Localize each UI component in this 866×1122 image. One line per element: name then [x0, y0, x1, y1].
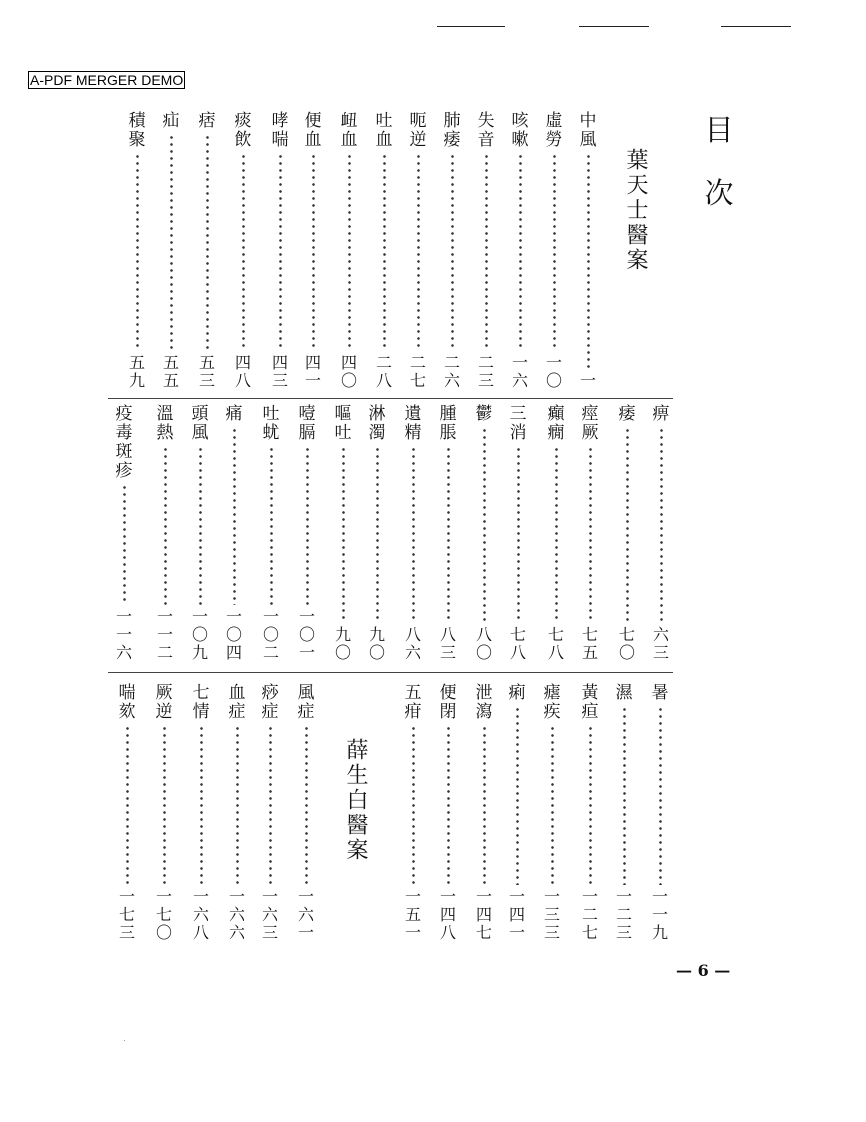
toc-entry	[402, 684, 424, 942]
toc-entry	[226, 684, 248, 942]
toc-entry	[296, 405, 318, 662]
toc-entry	[154, 405, 176, 662]
toc-entry	[437, 405, 459, 662]
toc-leader-dots	[589, 725, 592, 885]
toc-entry-page: 一 七 〇	[155, 887, 172, 942]
toc-leader-dots	[551, 725, 554, 885]
toc-entry-title: 中 風	[579, 111, 597, 150]
scan-speck	[124, 1040, 125, 1041]
toc-entry-page: 八 六	[404, 625, 421, 662]
toc-entry	[402, 405, 424, 662]
toc-entry-page: 一 四 一	[508, 887, 525, 942]
toc-entry-title: 嘔 吐	[334, 404, 352, 443]
toc-entry	[189, 405, 211, 662]
toc-leader-dots	[483, 427, 486, 623]
toc-leader-dots	[269, 725, 272, 885]
toc-entry-title: 七 情	[192, 683, 210, 722]
toc-entry-page: 一 一 六	[115, 607, 132, 662]
toc-entry-page: 一 七 三	[118, 887, 135, 942]
toc-entry-title: 瘧 疾	[543, 683, 561, 722]
toc-entry	[260, 405, 282, 662]
toc-entry-page: 一 〇 九	[191, 607, 208, 662]
toc-leader-dots	[555, 446, 558, 623]
toc-entry-page: 四 一	[304, 353, 321, 390]
toc-entry-page: 四 八	[234, 353, 251, 390]
toc-leader-dots	[170, 134, 173, 351]
band-divider-1	[108, 398, 673, 399]
toc-leader-dots	[199, 446, 202, 605]
toc-entry	[437, 684, 459, 942]
toc-entry-page: 一 〇 二	[262, 607, 279, 662]
toc-entry	[232, 112, 254, 390]
toc-leader-dots	[451, 153, 454, 351]
toc-leader-dots	[342, 446, 345, 623]
toc-leader-dots	[485, 153, 488, 351]
toc-entry-page: 一 二 三	[615, 887, 632, 942]
toc-entry	[543, 112, 565, 390]
toc-entry-title: 肺 痿	[443, 111, 461, 150]
toc-entry-title: 五 疳	[404, 683, 422, 722]
toc-entry-title: 癲 癇	[547, 404, 565, 443]
toc-leader-dots	[447, 446, 450, 623]
toc-entry-page: 六 三	[652, 625, 669, 662]
toc-entry-page: 一 六 三	[261, 887, 278, 942]
toc-entry-title: 喘 欬	[118, 683, 136, 722]
toc-leader-dots	[126, 725, 129, 885]
toc-leader-dots	[623, 706, 626, 885]
toc-leader-dots	[233, 427, 236, 605]
toc-leader-dots	[516, 706, 519, 885]
toc-entry-title: 痿	[618, 404, 636, 424]
toc-entry-page: 五 九	[128, 353, 145, 390]
toc-entry-page: 一 一 九	[651, 887, 668, 942]
toc-entry	[577, 112, 599, 390]
toc-entry	[613, 684, 635, 942]
toc-leader-dots	[306, 446, 309, 605]
section-title-ye: 葉天士醫案	[623, 148, 648, 273]
toc-entry	[475, 112, 497, 390]
toc-entry	[113, 405, 135, 662]
toc-entry-page: 一 一 二	[156, 607, 173, 662]
toc-entry	[126, 112, 148, 390]
toc-entry	[196, 112, 218, 390]
toc-entry-title: 鬱	[475, 404, 493, 424]
toc-entry-title: 頭 風	[191, 404, 209, 443]
toc-entry-title: 吐 蚘	[262, 404, 280, 443]
toc-leader-dots	[483, 725, 486, 885]
toc-entry	[506, 684, 528, 942]
toc-entry-page: 一 六 六	[228, 887, 245, 942]
toc-entry	[190, 684, 212, 942]
toc-entry	[545, 405, 567, 662]
toc-entry-title: 淋 濁	[368, 404, 386, 443]
toc-entry-title: 腫 脹	[439, 404, 457, 443]
toc-entry-page: 一 四 七	[475, 887, 492, 942]
toc-entry-title: 痰 飲	[234, 111, 252, 150]
toc-leader-dots	[123, 484, 126, 605]
toc-entry	[541, 684, 563, 942]
toc-leader-dots	[270, 446, 273, 605]
toc-entry-page: 二 八	[375, 353, 392, 390]
toc-entry-title: 泄 瀉	[475, 683, 493, 722]
toc-entry-title: 三 消	[509, 404, 527, 443]
toc-leader-dots	[589, 446, 592, 623]
toc-entry	[259, 684, 281, 942]
toc-entry-title: 衄 血	[340, 111, 358, 150]
toc-leader-dots	[587, 153, 590, 369]
toc-entry-page: 一 六 一	[297, 887, 314, 942]
toc-entry-title: 厥 逆	[155, 683, 173, 722]
watermark-banner: A-PDF MERGER DEMO	[30, 72, 184, 88]
toc-entry	[649, 684, 671, 942]
toc-entry	[295, 684, 317, 942]
toc-entry-title: 痧 症	[261, 683, 279, 722]
toc-entry-page: 一 六	[511, 353, 528, 390]
toc-leader-dots	[519, 153, 522, 351]
toc-leader-dots	[200, 725, 203, 885]
toc-leader-dots	[236, 725, 239, 885]
toc-entry	[473, 684, 495, 942]
toc-entry	[160, 112, 182, 390]
toc-leader-dots	[412, 446, 415, 623]
toc-entry	[616, 405, 638, 662]
toc-leader-dots	[348, 153, 351, 351]
toc-entry	[473, 405, 495, 662]
toc-entry	[509, 112, 531, 390]
toc-entry	[366, 405, 388, 662]
toc-leader-dots	[660, 427, 663, 623]
toc-entry-title: 呃 逆	[409, 111, 427, 150]
toc-entry-page: 二 七	[409, 353, 426, 390]
toc-entry-title: 風 症	[297, 683, 315, 722]
toc-leader-dots	[447, 725, 450, 885]
toc-entry	[373, 112, 395, 390]
toc-leader-dots	[305, 725, 308, 885]
toc-entry-page: 七 五	[581, 625, 598, 662]
toc-entry-page: 一 〇 一	[298, 607, 315, 662]
toc-entry-title: 咳 嗽	[511, 111, 529, 150]
toc-entry	[441, 112, 463, 390]
toc-entry-title: 濕	[615, 683, 633, 703]
toc-entry-page: 一 二 七	[581, 887, 598, 942]
toc-leader-dots	[312, 153, 315, 351]
toc-entry-title: 遺 精	[404, 404, 422, 443]
toc-entry	[650, 405, 672, 662]
band-divider-2	[108, 672, 673, 673]
toc-entry-page: 四 三	[271, 353, 288, 390]
toc-entry-page: 七 〇	[618, 625, 635, 662]
toc-entry-page: 五 五	[162, 353, 179, 390]
toc-entry-page: 一 三 三	[543, 887, 560, 942]
toc-entry-title: 痞	[198, 111, 216, 131]
toc-entry-page: 九 〇	[334, 625, 351, 662]
toc-entry-title: 痙 厥	[581, 404, 599, 443]
toc-entry-page: 四 〇	[340, 353, 357, 390]
toc-entry-title: 血 症	[228, 683, 246, 722]
toc-entry	[507, 405, 529, 662]
toc-entry-page: 一 〇	[545, 353, 562, 390]
top-line-3	[721, 26, 791, 27]
toc-heading-mu: 目	[704, 113, 734, 147]
toc-entry-page: 五 三	[198, 353, 215, 390]
toc-entry-title: 溫 熱	[156, 404, 174, 443]
toc-entry-page: 一	[579, 371, 596, 390]
toc-entry-title: 噎 膈	[298, 404, 316, 443]
toc-leader-dots	[242, 153, 245, 351]
toc-entry	[223, 405, 245, 662]
toc-entry	[338, 112, 360, 390]
toc-entry-title: 吐 血	[375, 111, 393, 150]
page-number: — 6 —	[676, 961, 731, 980]
toc-entry	[332, 405, 354, 662]
toc-entry-page: 九 〇	[368, 625, 385, 662]
toc-entry-page: 一 五 一	[404, 887, 421, 942]
toc-entry-title: 痛	[225, 404, 243, 424]
toc-entry-page: 一 〇 四	[225, 607, 242, 662]
toc-entry-title: 痹	[652, 404, 670, 424]
toc-entry-title: 便 閉	[439, 683, 457, 722]
toc-leader-dots	[659, 706, 662, 885]
toc-leader-dots	[412, 725, 415, 885]
toc-entry-title: 疝	[162, 111, 180, 131]
toc-entry-title: 暑	[651, 683, 669, 703]
toc-entry	[302, 112, 324, 390]
toc-entry-page: 一 六 八	[192, 887, 209, 942]
toc-entry	[116, 684, 138, 942]
toc-leader-dots	[206, 134, 209, 351]
toc-entry-page: 八 三	[439, 625, 456, 662]
toc-leader-dots	[417, 153, 420, 351]
toc-leader-dots	[383, 153, 386, 351]
toc-entry-title: 虛 勞	[545, 111, 563, 150]
toc-leader-dots	[164, 446, 167, 605]
toc-entry-page: 八 〇	[475, 625, 492, 662]
toc-entry-page: 七 八	[547, 625, 564, 662]
toc-entry	[153, 684, 175, 942]
toc-leader-dots	[376, 446, 379, 623]
toc-entry-title: 哮 喘	[271, 111, 289, 150]
toc-leader-dots	[517, 446, 520, 623]
section-title-xue: 薛生白醫案	[343, 738, 368, 863]
toc-entry-title: 積 聚	[128, 111, 146, 150]
toc-entry-title: 便 血	[304, 111, 322, 150]
toc-leader-dots	[626, 427, 629, 623]
toc-entry	[269, 112, 291, 390]
top-line-2	[579, 26, 649, 27]
toc-leader-dots	[279, 153, 282, 351]
toc-entry-page: 一 四 八	[439, 887, 456, 942]
toc-entry	[407, 112, 429, 390]
top-line-1	[437, 26, 505, 27]
toc-entry-title: 失 音	[477, 111, 495, 150]
toc-entry	[579, 405, 601, 662]
toc-entry	[579, 684, 601, 942]
toc-heading-ci: 次	[704, 176, 734, 210]
toc-leader-dots	[163, 725, 166, 885]
toc-entry-title: 疫 毒 斑 疹	[115, 404, 133, 481]
toc-entry-page: 七 八	[509, 625, 526, 662]
toc-entry-page: 二 三	[477, 353, 494, 390]
toc-entry-title: 痢	[508, 683, 526, 703]
toc-leader-dots	[136, 153, 139, 351]
toc-leader-dots	[553, 153, 556, 351]
toc-entry-page: 二 六	[443, 353, 460, 390]
toc-entry-title: 黃 疸	[581, 683, 599, 722]
